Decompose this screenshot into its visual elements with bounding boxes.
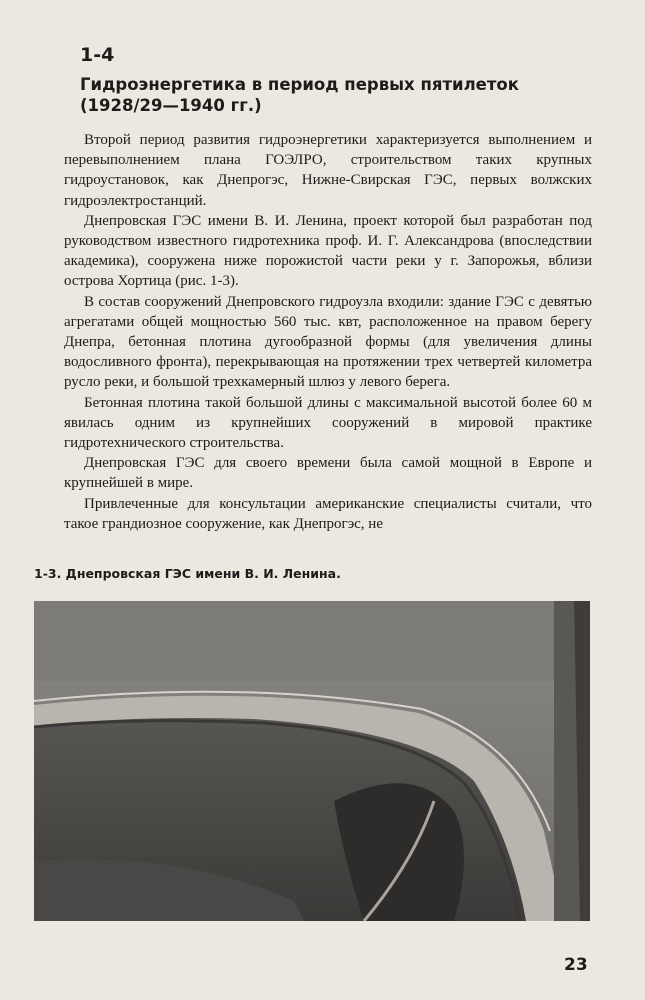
page-number: 23 — [564, 955, 588, 975]
paragraph-6: Привлеченные для консультации американские специалисты считали, что такое грандиозное сооружение, как Днепрогэс, не — [64, 495, 592, 532]
figure-caption: 1-3. Днепровская ГЭС имени В. И. Ленина. — [34, 566, 341, 581]
section-number: 1-4 — [80, 44, 115, 66]
paragraph-4: Бетонная плотина такой большой длины с максимальной высотой более 60 м явилась одним из крупнейших сооружений в мировой практике гидротехнического строительства. — [64, 394, 592, 452]
paragraph-3: В состав сооружений Днепровского гидроузла входили: здание ГЭС с девятью агрегатами общей мощностью 560 тыс. квт, расположенное на правом берегу Днепра, бетонная плотина дугообразной формы (для увеличения длины водосливного фронта), перекрывающая на протяжении трех четвертей километра русло реки, и большой трехкамерный шлюз у левого берега. — [64, 293, 592, 391]
section-title-line2: (1928/29—1940 гг.) — [80, 96, 262, 115]
section-title — [80, 74, 560, 116]
body-text — [64, 130, 592, 534]
paragraph-2: Днепровская ГЭС имени В. И. Ленина, проект которой был разработан под руководством известного гидротехника проф. И. Г. Александрова (впоследствии академика), сооружена ниже порожистой части реки у г. Запорожья, вблизи острова Хортица (рис. 1-3). — [64, 212, 592, 290]
paragraph-5: Днепровская ГЭС для своего времени была самой мощной в Европе и крупнейшей в мире. — [64, 455, 592, 492]
paragraph-1: Второй период развития гидроэнергетики характеризуется выполнением и перевыполнением плана ГОЭЛРО, строительством таких крупных гидроустановок, как Днепрогэс, Нижне-Свирская ГЭС, первых волжских гидроэлектростанций. — [64, 132, 592, 209]
dam-photo-illustration — [34, 601, 590, 921]
dam-photo — [34, 601, 590, 921]
section-title-line1: Гидроэнергетика в период первых пятилеток — [80, 75, 519, 94]
